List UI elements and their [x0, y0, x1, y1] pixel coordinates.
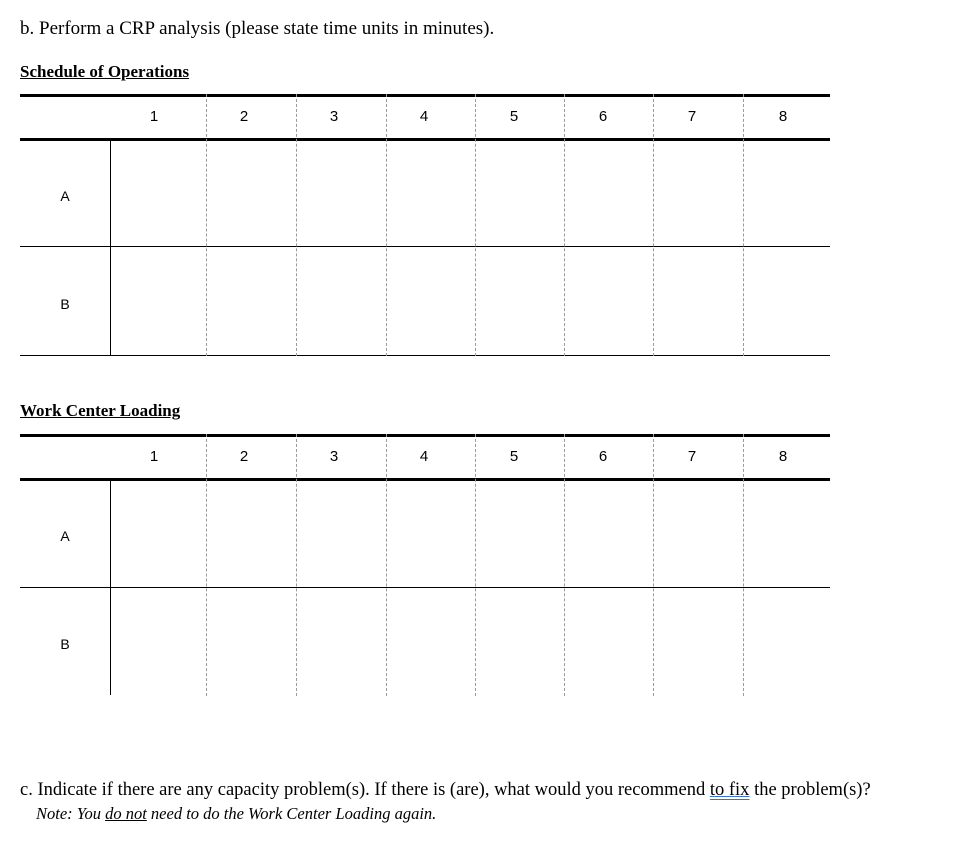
column-header: 1 — [149, 448, 159, 465]
column-header: 1 — [149, 108, 159, 125]
column-divider — [653, 434, 654, 696]
row-label: B — [60, 296, 70, 312]
column-divider — [564, 434, 565, 696]
row-divider — [20, 587, 830, 588]
column-header: 2 — [239, 448, 249, 465]
column-header: 5 — [509, 448, 519, 465]
column-divider — [743, 434, 744, 696]
column-divider — [475, 434, 476, 696]
column-divider — [386, 94, 387, 356]
column-header: 2 — [239, 108, 249, 125]
column-divider — [475, 94, 476, 356]
row-label: A — [60, 188, 70, 204]
column-divider — [653, 94, 654, 356]
column-header: 5 — [509, 108, 519, 125]
question-c-text: c. Indicate if there are any capacity problem(s). If there is (are), what would you recommend — [20, 780, 710, 800]
row-label: A — [60, 528, 70, 544]
header-bottom-border — [20, 478, 830, 481]
row-divider — [20, 246, 830, 247]
column-divider — [743, 94, 744, 356]
schedule-table — [20, 94, 830, 358]
question-c-text-end: the problem(s)? — [749, 780, 871, 800]
row-label: B — [60, 636, 70, 652]
column-header: 8 — [778, 448, 788, 465]
column-divider — [206, 94, 207, 356]
column-header: 6 — [598, 108, 608, 125]
column-header: 3 — [329, 448, 339, 465]
table-bottom-border — [20, 355, 830, 356]
schedule-title: Schedule of Operations — [20, 62, 190, 81]
note-prefix: Note: You — [36, 804, 106, 823]
work-center-title: Work Center Loading — [20, 401, 181, 420]
table-top-border — [20, 434, 830, 437]
column-divider — [564, 94, 565, 356]
question-c — [20, 780, 871, 801]
column-header: 6 — [598, 448, 608, 465]
column-header: 7 — [687, 108, 697, 125]
note-emphasis: do not — [105, 804, 147, 823]
column-header: 3 — [329, 108, 339, 125]
note-suffix: need to do the Work Center Loading again. — [146, 804, 437, 823]
column-divider — [386, 434, 387, 696]
question-b: b. Perform a CRP analysis (please state time units in minutes). — [20, 18, 495, 39]
spellcheck-underlined-text: to fix — [709, 780, 750, 800]
row-label-divider — [110, 138, 111, 356]
column-header: 8 — [778, 108, 788, 125]
note — [36, 804, 436, 824]
column-header: 4 — [419, 448, 429, 465]
column-divider — [296, 94, 297, 356]
header-bottom-border — [20, 138, 830, 141]
work-center-table — [20, 434, 830, 696]
column-header: 4 — [419, 108, 429, 125]
column-divider — [296, 434, 297, 696]
column-divider — [206, 434, 207, 696]
table-top-border — [20, 94, 830, 97]
column-header: 7 — [687, 448, 697, 465]
row-label-divider — [110, 478, 111, 695]
